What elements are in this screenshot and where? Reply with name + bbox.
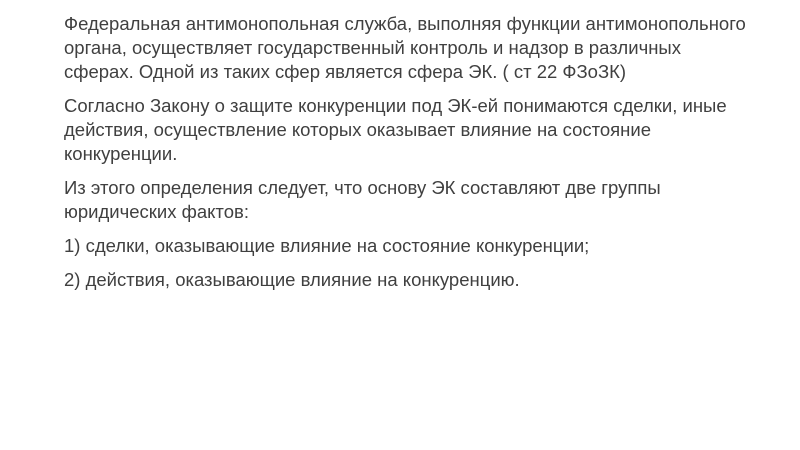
list-item-actions: 2) действия, оказывающие влияние на конкуренцию. — [64, 269, 520, 290]
list-item-transactions: 1) сделки, оказывающие влияние на состояние конкуренции; — [64, 235, 590, 256]
text-body — [64, 12, 754, 302]
paragraph-fas-control: Федеральная антимонопольная служба, выполняя функции антимонопольного органа, осуществляет государственный контроль и надзор в различных сферах. Одной из таких сфер является сфера ЭК. ( ст 22 ФЗоЗК) — [64, 13, 746, 82]
paragraph-ek-basis: Из этого определения следует, что основу ЭК составляют две группы юридических фактов: — [64, 177, 661, 222]
paragraph-ek-definition: Согласно Закону о защите конкуренции под ЭК-ей понимаются сделки, иные действия, осуществление которых оказывает влияние на состояние конкуренции. — [64, 95, 727, 164]
